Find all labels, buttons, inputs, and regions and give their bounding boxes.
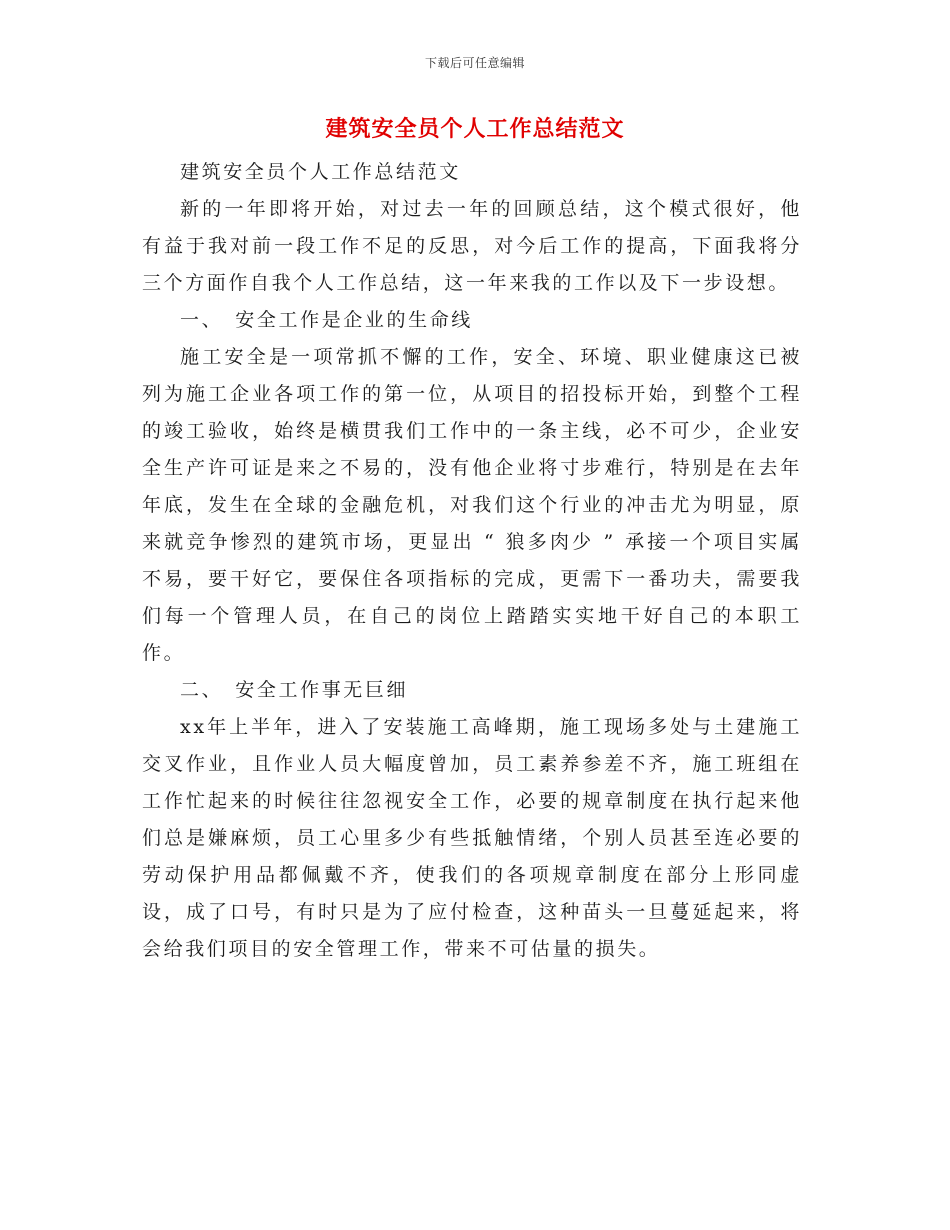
body-paragraph-subtitle: 建筑安全员个人工作总结范文 (180, 161, 461, 183)
body-paragraph-intro: 新的一年即将开始，对过去一年的回顾总结，这个模式很好，他有益于我对前一段工作不足的反思，对今后工作的提高，下面我将分三个方面作自我个人工作总结，这一年来我的工作以及下一步设想。 (142, 198, 802, 294)
section-heading-1: 一、 安全工作是企业的生命线 (180, 309, 473, 331)
section-heading-2: 二、 安全工作事无巨细 (180, 679, 409, 701)
body-paragraph-section-2: xx年上半年，进入了安装施工高峰期，施工现场多处与土建施工交叉作业，且作业人员大幅度曾加，员工素养参差不齐，施工班组在工作忙起来的时候往往忽视安全工作，必要的规章制度在执行起来他们总是嫌麻烦，员工心里多少有些抵触情绪，个别人员甚至连必要的劳动保护用品都佩戴不齐，使我们的各项规章制度在部分上形同虚设，成了口号，有时只是为了应付检查，这种苗头一旦蔓延起来，将会给我们项目的安全管理工作，带来不可估量的损失。 (142, 716, 802, 960)
body-paragraph-section-1: 施工安全是一项常抓不懈的工作，安全、环境、职业健康这已被列为施工企业各项工作的第一位，从项目的招投标开始，到整个工程的竣工验收，始终是横贯我们工作中的一条主线，必不可少，企业安全生产许可证是来之不易的，没有他企业将寸步难行，特别是在去年年底，发生在全球的金融危机，对我们这个行业的冲击尤为明显，原来就竞争惨烈的建筑市场，更显出 “ 狼多肉少 ” 承接一个项目实属不易，要干好它，要保住各项指标的完成，更需下一番功夫，需要我们每一个管理人员，在自己的岗位上踏踏实实地干好自己的本职工作。 (142, 346, 802, 664)
document-title: 建筑安全员个人工作总结范文 (325, 116, 625, 142)
document-body (142, 154, 802, 968)
header-note: 下载后可任意编辑 (424, 56, 525, 70)
